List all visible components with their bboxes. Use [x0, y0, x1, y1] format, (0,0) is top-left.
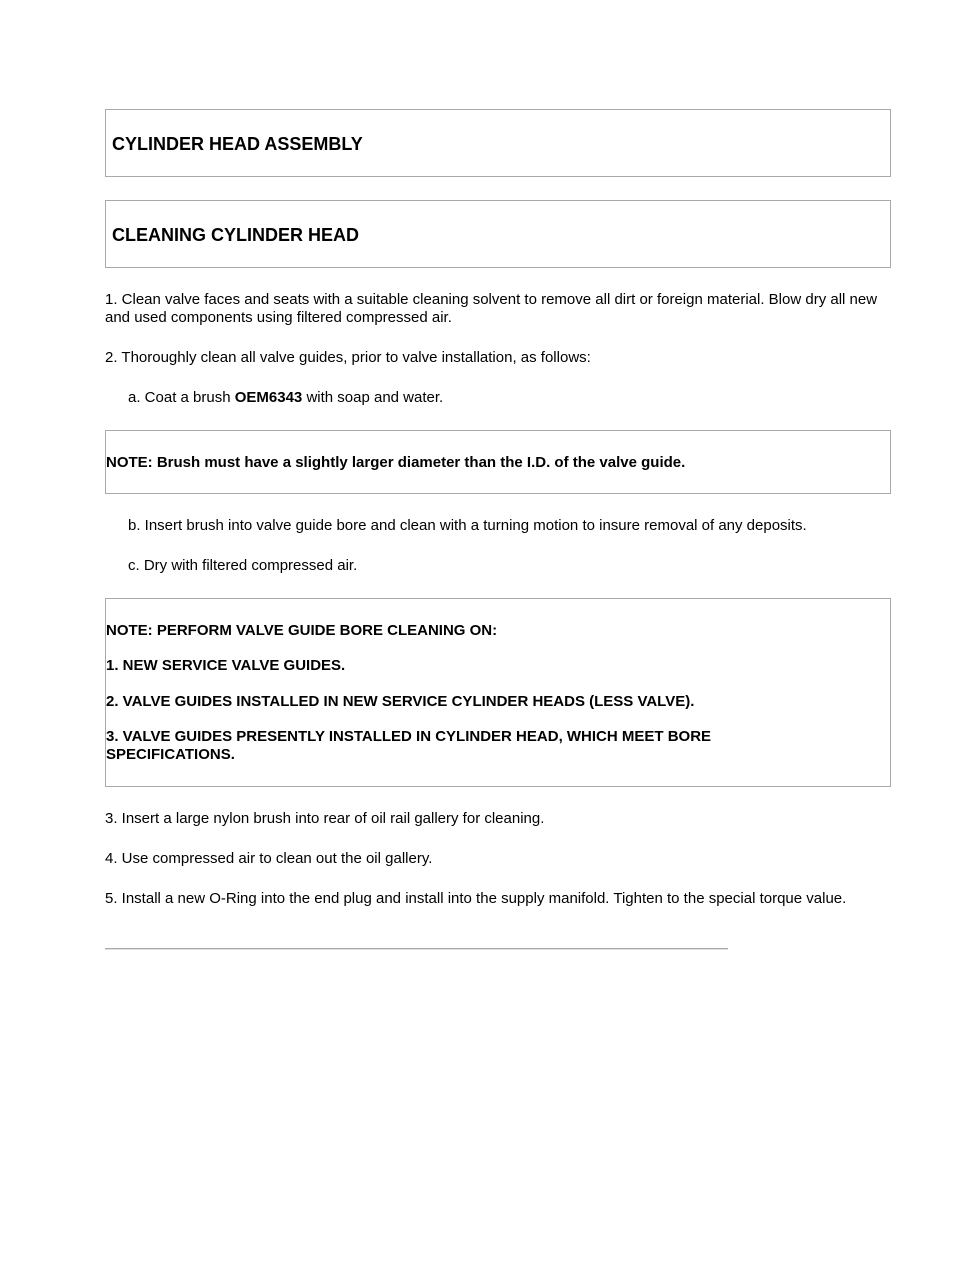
step-2: 2. Thoroughly clean all valve guides, prior to valve installation, as follows: [105, 349, 591, 366]
step-4: 4. Use compressed air to clean out the oil gallery. [105, 850, 433, 867]
note-bore-item-3: 3. VALVE GUIDES PRESENTLY INSTALLED IN CYLINDER HEAD, WHICH MEET BORE SPECIFICATIONS. [106, 728, 712, 763]
subsection-title-box [105, 200, 891, 268]
note-bore-item-2: 2. VALVE GUIDES INSTALLED IN NEW SERVICE CYLINDER HEADS (LESS VALVE). [106, 693, 695, 710]
note-bore-item-1: 1. NEW SERVICE VALVE GUIDES. [106, 657, 346, 674]
step-2a [128, 389, 888, 407]
section-title: CYLINDER HEAD ASSEMBLY [112, 134, 363, 154]
part-number: OEM6343 [234, 389, 303, 406]
step-1: 1. Clean valve faces and seats with a suitable cleaning solvent to remove all dirt or foreign material. Blow dry all new and used components using filtered compressed air. [105, 291, 878, 326]
section-title-box [105, 109, 891, 177]
step-2a-prefix: a. Coat a brush [128, 389, 235, 406]
step-2b: b. Insert brush into valve guide bore and clean with a turning motion to insure removal of any deposits. [128, 517, 807, 534]
note-brush-text: NOTE: Brush must have a slightly larger diameter than the I.D. of the valve guide. [106, 454, 686, 471]
note-box-brush [105, 430, 891, 494]
step-5: 5. Install a new O-Ring into the end plug and install into the supply manifold. Tighten to the special torque value. [105, 890, 847, 907]
step-3: 3. Insert a large nylon brush into rear of oil rail gallery for cleaning. [105, 810, 545, 827]
horizontal-divider [105, 948, 728, 950]
note-box-bore-cleaning [105, 598, 891, 787]
step-2c: c. Dry with filtered compressed air. [128, 557, 358, 574]
step-2a-suffix: with soap and water. [302, 389, 444, 406]
note-bore-heading: NOTE: PERFORM VALVE GUIDE BORE CLEANING ON: [106, 622, 498, 639]
subsection-title: CLEANING CYLINDER HEAD [112, 225, 360, 245]
